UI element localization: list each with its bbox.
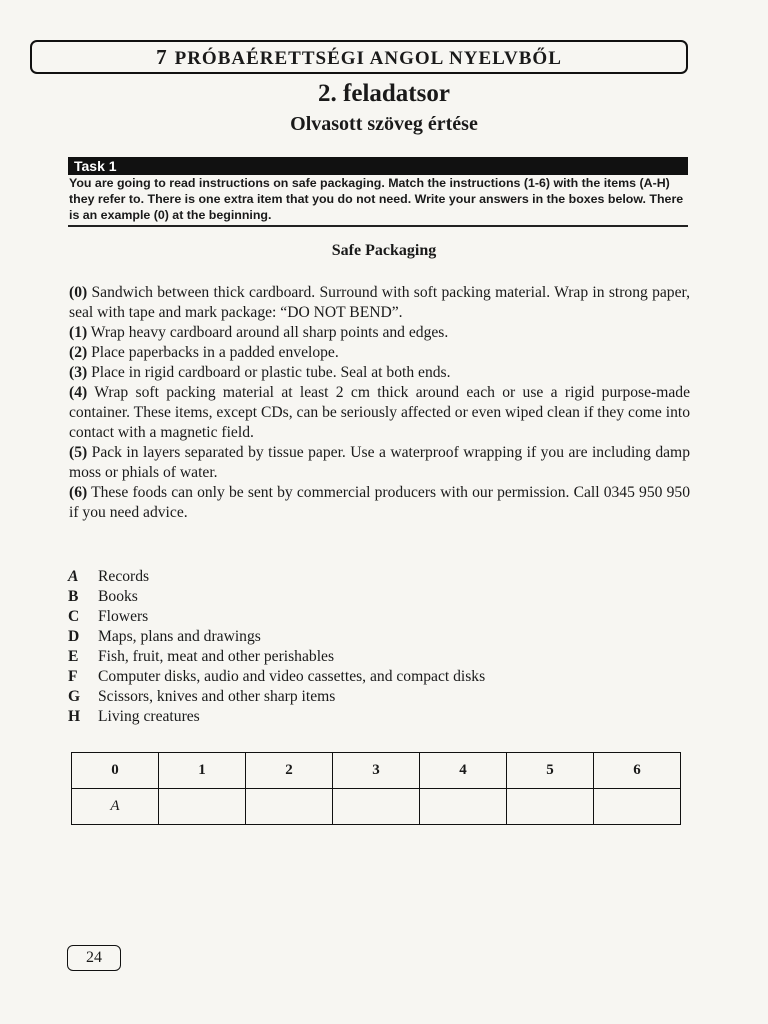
answer-header-row xyxy=(72,753,681,789)
option-item: C Flowers xyxy=(68,608,149,625)
answer-cell-0: A xyxy=(72,789,159,825)
task-bar xyxy=(68,157,688,175)
passage-item-6: (6) These foods can only be sent by commercial producers with our permission. Call 0345 950 950 if you need advice. xyxy=(69,484,690,521)
answer-header-cell: 2 xyxy=(246,753,333,789)
answer-header-cell: 5 xyxy=(507,753,594,789)
option-letter-example: A xyxy=(68,568,79,585)
answer-cell-6[interactable] xyxy=(594,789,681,825)
answer-cell-2[interactable] xyxy=(246,789,333,825)
answer-header-cell: 6 xyxy=(594,753,681,789)
page-subtitle: Olvasott szöveg értése xyxy=(290,113,478,135)
divider xyxy=(68,225,688,227)
passage-item-1: (1) Wrap heavy cardboard around all sharp points and edges. xyxy=(69,324,449,341)
option-item: H Living creatures xyxy=(68,708,200,725)
answer-header-cell: 0 xyxy=(72,753,159,789)
option-item: G Scissors, knives and other sharp items xyxy=(68,688,336,705)
header-text: PRÓBAÉRETTSÉGI ANGOL NYELVBŐL xyxy=(174,47,562,69)
passage-item-3: (3) Place in rigid cardboard or plastic tube. Seal at both ends. xyxy=(69,364,451,381)
header-number: 7 xyxy=(156,44,167,69)
option-item: A Records xyxy=(68,568,150,585)
option-item: E Fish, fruit, meat and other perishables xyxy=(68,648,335,665)
answer-cell-3[interactable] xyxy=(333,789,420,825)
page-title: 2. feladatsor xyxy=(318,80,450,107)
passage-item-2: (2) Place paperbacks in a padded envelope. xyxy=(69,344,339,361)
answer-cell-4[interactable] xyxy=(420,789,507,825)
page-number: 24 xyxy=(67,945,121,971)
answer-row xyxy=(72,789,681,825)
passage-item-0: (0) Sandwich between thick cardboard. Surround with soft packing material. Wrap in strong paper, seal with tape and mark package: “DO NOT BEND”. xyxy=(69,284,690,321)
passage-item-5: (5) Pack in layers separated by tissue paper. Use a waterproof wrapping if you are including damp moss or phials of water. xyxy=(69,444,690,481)
answer-header-cell: 3 xyxy=(333,753,420,789)
instructions-passage xyxy=(69,283,690,523)
passage-item-4: (4) Wrap soft packing material at least 2 cm thick around each or use a rigid purpose-made container. These items, except CDs, can be seriously affected or even wiped clean if they come into contact with a magnetic field. xyxy=(69,384,690,441)
task-label: Task 1 xyxy=(74,158,117,174)
section-title: Safe Packaging xyxy=(331,242,437,259)
options-list xyxy=(68,567,688,727)
answer-cell-5[interactable] xyxy=(507,789,594,825)
option-item: D Maps, plans and drawings xyxy=(68,628,261,645)
answer-header-cell: 1 xyxy=(159,753,246,789)
answer-cell-1[interactable] xyxy=(159,789,246,825)
option-item: F Computer disks, audio and video cassettes, and compact disks xyxy=(68,668,486,685)
answer-table xyxy=(71,752,681,825)
task-instructions: You are going to read instructions on safe packaging. Match the instructions (1-6) with the items (A-H) they refer to. There is one extra item that you do not need. Write your answers in the boxes below. There is an example (0) at the beginning. xyxy=(69,176,684,222)
running-header xyxy=(30,40,688,74)
answer-header-cell: 4 xyxy=(420,753,507,789)
option-item: B Books xyxy=(68,588,138,605)
